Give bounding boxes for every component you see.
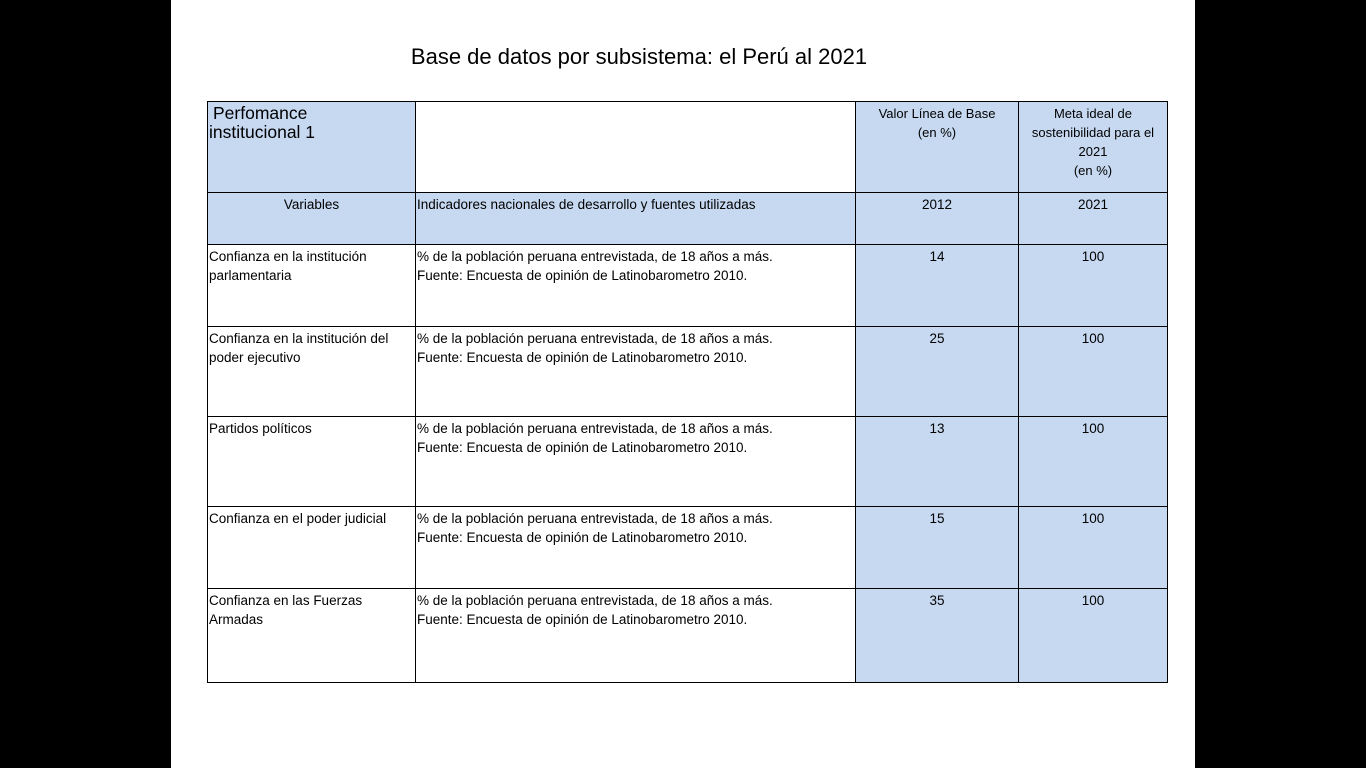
indicator-line: % de la población peruana entrevistada, de 18 años a más. <box>417 511 773 526</box>
variable-line: Confianza en la institución <box>209 249 367 264</box>
variable-line: Confianza en la institución del <box>209 331 389 346</box>
table-row <box>208 245 1168 327</box>
target-header-line: Meta ideal de <box>1053 106 1133 121</box>
target-header-line: sostenibilidad para el <box>1031 125 1155 140</box>
variable-line: Partidos políticos <box>209 421 312 436</box>
variable-line: parlamentaria <box>209 268 292 283</box>
target-year-header: 2021 <box>1019 193 1168 245</box>
baseline-header-cell <box>856 102 1019 193</box>
source-line: Fuente: Encuesta de opinión de Latinobarometro 2010. <box>417 268 748 283</box>
variable-line: Armadas <box>209 612 264 627</box>
empty-header-cell <box>416 102 856 193</box>
variable-cell <box>208 507 416 589</box>
source-line: Fuente: Encuesta de opinión de Latinobarometro 2010. <box>417 530 748 545</box>
section-title-cell <box>208 102 416 193</box>
variable-cell <box>208 417 416 507</box>
variable-cell <box>208 589 416 683</box>
target-value-cell: 100 <box>1019 245 1168 327</box>
table-row <box>208 417 1168 507</box>
baseline-year-header: 2012 <box>856 193 1019 245</box>
indicator-line: % de la población peruana entrevistada, de 18 años a más. <box>417 249 773 264</box>
baseline-value-cell: 15 <box>856 507 1019 589</box>
variable-line: poder ejecutivo <box>209 350 301 365</box>
target-header-cell <box>1019 102 1168 193</box>
variable-line: Confianza en el poder judicial <box>209 511 387 526</box>
table-row <box>208 327 1168 417</box>
baseline-header-line: (en %) <box>917 125 957 140</box>
variable-cell <box>208 327 416 417</box>
target-value-cell: 100 <box>1019 507 1168 589</box>
indicator-cell <box>416 327 856 417</box>
target-value-cell: 100 <box>1019 327 1168 417</box>
variable-cell <box>208 245 416 327</box>
source-line: Fuente: Encuesta de opinión de Latinobarometro 2010. <box>417 440 748 455</box>
table-row <box>208 589 1168 683</box>
baseline-value-cell: 25 <box>856 327 1019 417</box>
target-header-line: (en %) <box>1073 163 1113 178</box>
variables-column-header: Variables <box>208 193 416 245</box>
data-table <box>207 101 1168 683</box>
section-title-line: Perfomance <box>213 103 308 123</box>
baseline-value-cell: 35 <box>856 589 1019 683</box>
source-line: Fuente: Encuesta de opinión de Latinobarometro 2010. <box>417 350 748 365</box>
indicator-line: % de la población peruana entrevistada, de 18 años a más. <box>417 421 773 436</box>
target-value-cell: 100 <box>1019 417 1168 507</box>
indicator-cell <box>416 417 856 507</box>
variable-line: Confianza en las Fuerzas <box>209 593 363 608</box>
indicator-cell <box>416 589 856 683</box>
baseline-value-cell: 13 <box>856 417 1019 507</box>
column-header-row <box>208 193 1168 245</box>
indicators-column-header: Indicadores nacionales de desarrollo y fuentes utilizadas <box>416 193 856 245</box>
indicator-line: % de la población peruana entrevistada, de 18 años a más. <box>417 331 773 346</box>
target-header-line: 2021 <box>1078 144 1108 159</box>
indicator-cell <box>416 507 856 589</box>
baseline-header-line: Valor Línea de Base <box>878 106 996 121</box>
table-row <box>208 507 1168 589</box>
table-header-row <box>208 102 1168 193</box>
indicator-cell <box>416 245 856 327</box>
target-value-cell: 100 <box>1019 589 1168 683</box>
slide <box>171 0 1195 768</box>
source-line: Fuente: Encuesta de opinión de Latinobarometro 2010. <box>417 612 748 627</box>
indicator-line: % de la población peruana entrevistada, de 18 años a más. <box>417 593 773 608</box>
baseline-value-cell: 14 <box>856 245 1019 327</box>
slide-title: Base de datos por subsistema: el Perú al 2021 <box>410 44 868 69</box>
section-title-line: institucional 1 <box>209 122 316 142</box>
